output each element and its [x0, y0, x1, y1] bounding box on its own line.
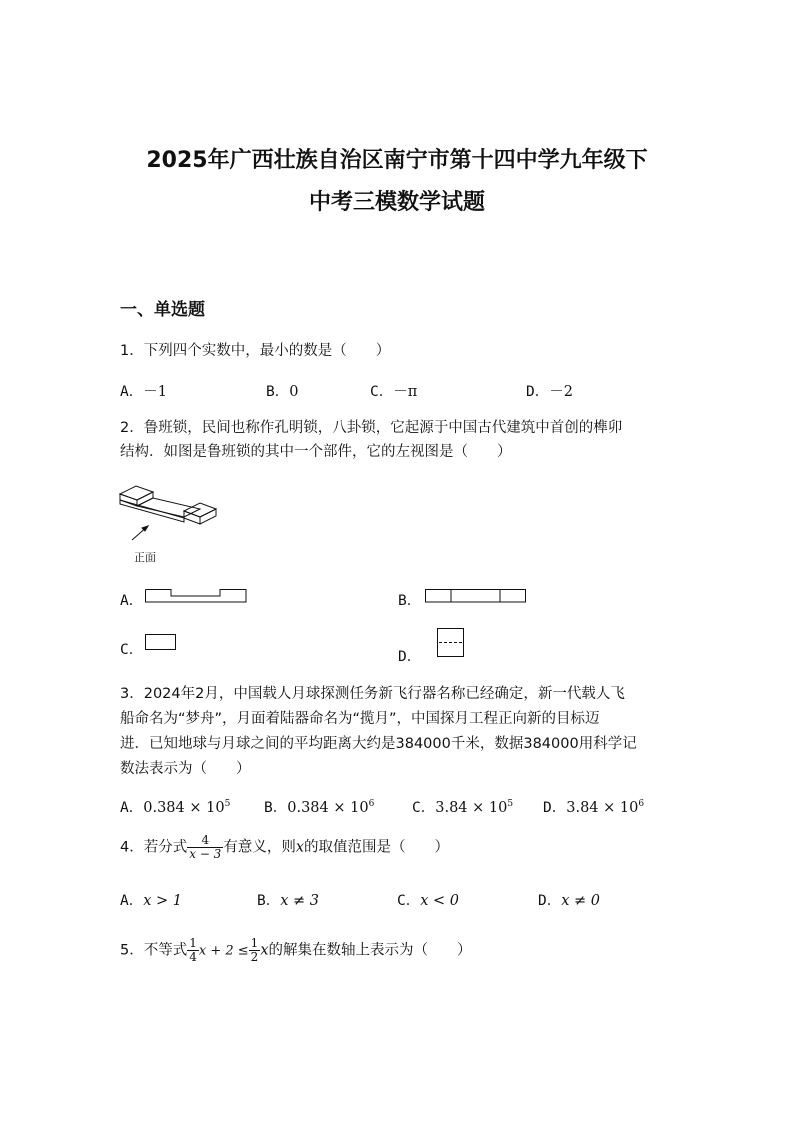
option-value: －1 — [143, 384, 167, 400]
option-value: x < 0 — [420, 893, 460, 909]
q4-fraction-denominator: x − 3 — [189, 847, 222, 861]
option-label: A． — [120, 384, 144, 400]
option-label: D． — [526, 384, 550, 400]
q5-fraction-1-numerator: 1 — [189, 936, 197, 950]
question-3-text-line4: 数法表示为（ ） — [120, 761, 251, 777]
q1-option-d[interactable] — [526, 380, 573, 401]
option-label: A． — [120, 800, 144, 816]
q5-fraction-2-numerator: 1 — [250, 936, 259, 950]
option-value: －2 — [549, 384, 573, 400]
q5-fraction-2-denominator: 2 — [250, 950, 259, 964]
q4-fraction — [187, 834, 223, 861]
option-times-ten: × 10 — [598, 800, 639, 816]
q4-variable: x — [295, 839, 305, 856]
option-value: x ≠ 0 — [561, 893, 601, 909]
option-label: D． — [538, 893, 562, 909]
q1-option-b[interactable] — [266, 380, 298, 401]
option-value: －π — [393, 384, 418, 400]
question-2-text-line2: 结构．如图是鲁班锁的其中一个部件，它的左视图是（ ） — [120, 444, 512, 460]
q4-fraction-numerator: 4 — [187, 834, 223, 848]
q1-option-c[interactable] — [370, 380, 417, 401]
option-times-ten: × 10 — [467, 800, 508, 816]
option-label: A． — [120, 593, 144, 609]
q2-option-a-figure — [145, 589, 247, 603]
option-times-ten: × 10 — [328, 800, 369, 816]
q3-option-b[interactable] — [264, 796, 374, 817]
question-1-text: 1．下列四个实数中，最小的数是（ ） — [120, 343, 391, 359]
option-mantissa: 0.384 — [143, 800, 185, 816]
page-title-line2: 中考三模数学试题 — [308, 190, 485, 215]
option-label: B． — [266, 384, 290, 400]
q4-option-b[interactable] — [257, 889, 319, 910]
option-label: A． — [120, 893, 144, 909]
option-label: C． — [120, 642, 144, 658]
q2-option-a[interactable] — [120, 589, 143, 610]
q3-option-d[interactable] — [543, 796, 644, 817]
option-label: C． — [397, 893, 421, 909]
q4-prefix: 4．若分式 — [120, 839, 188, 856]
question-5-text — [120, 937, 680, 964]
option-label: B． — [398, 593, 422, 609]
question-2-text-line1: 2．鲁班锁，民间也称作孔明锁，八卦锁，它起源于中国古代建筑中首创的榫卯 — [120, 420, 623, 436]
q2-option-c-figure — [145, 634, 177, 650]
option-mantissa: 0.384 — [287, 800, 329, 816]
q5-variable: x — [260, 942, 269, 959]
question-3-text-line3: 进．已知地球与月球之间的平均距离大约是384000千米，数据384000用科学记 — [120, 736, 637, 752]
option-label: B． — [264, 800, 288, 816]
q4-option-c[interactable] — [397, 889, 459, 910]
q4-suffix: 的取值范围是（ ） — [304, 839, 450, 856]
option-value: x > 1 — [143, 893, 183, 909]
option-exponent: 5 — [224, 799, 231, 809]
option-mantissa: 3.84 — [566, 800, 599, 816]
option-exponent: 5 — [507, 799, 514, 809]
option-mantissa: 3.84 — [435, 800, 468, 816]
q2-option-c[interactable] — [120, 638, 143, 659]
q3-option-a[interactable] — [120, 796, 230, 817]
option-label: C． — [370, 384, 394, 400]
option-exponent: 6 — [368, 799, 375, 809]
option-label: C． — [412, 800, 436, 816]
luban-lock-piece-figure — [118, 482, 218, 542]
option-exponent: 6 — [638, 799, 645, 809]
option-label: D． — [398, 649, 422, 665]
question-4-text — [120, 834, 680, 861]
q5-fraction-1 — [187, 937, 199, 964]
page-title-line1: 2025年广西壮族自治区南宁市第十四中学九年级下 — [146, 148, 648, 173]
q1-option-a[interactable] — [120, 380, 167, 401]
option-value: 0 — [289, 384, 299, 400]
q4-option-d[interactable] — [538, 889, 600, 910]
option-label: B． — [257, 893, 281, 909]
q2-option-b-figure — [425, 589, 527, 603]
section-title: 一、单选题 — [120, 300, 205, 320]
q5-fraction-2 — [249, 937, 261, 964]
q2-option-d[interactable] — [398, 645, 421, 666]
q4-option-a[interactable] — [120, 889, 182, 910]
q5-prefix: 5．不等式 — [120, 942, 188, 959]
q5-mid-expression: x + 2 ≤ — [198, 943, 249, 959]
option-label: D． — [543, 800, 567, 816]
q2-option-b[interactable] — [398, 589, 421, 610]
figure-front-label: 正面 — [134, 551, 156, 564]
q3-option-c[interactable] — [412, 796, 513, 817]
question-3-text-line1: 3．2024年2月，中国载人月球探测任务新飞行器名称已经确定，新一代载人飞 — [120, 686, 625, 702]
option-value: x ≠ 3 — [280, 893, 320, 909]
q2-option-d-figure — [437, 628, 465, 658]
q5-fraction-1-denominator: 4 — [189, 950, 197, 964]
option-times-ten: × 10 — [184, 800, 225, 816]
q5-suffix: 的解集在数轴上表示为（ ） — [268, 942, 472, 959]
q4-middle: 有意义，则 — [223, 839, 296, 856]
question-3-text-line2: 船命名为“梦舟”，月面着陆器命名为“揽月”，中国探月工程正向新的目标迈 — [120, 711, 600, 727]
